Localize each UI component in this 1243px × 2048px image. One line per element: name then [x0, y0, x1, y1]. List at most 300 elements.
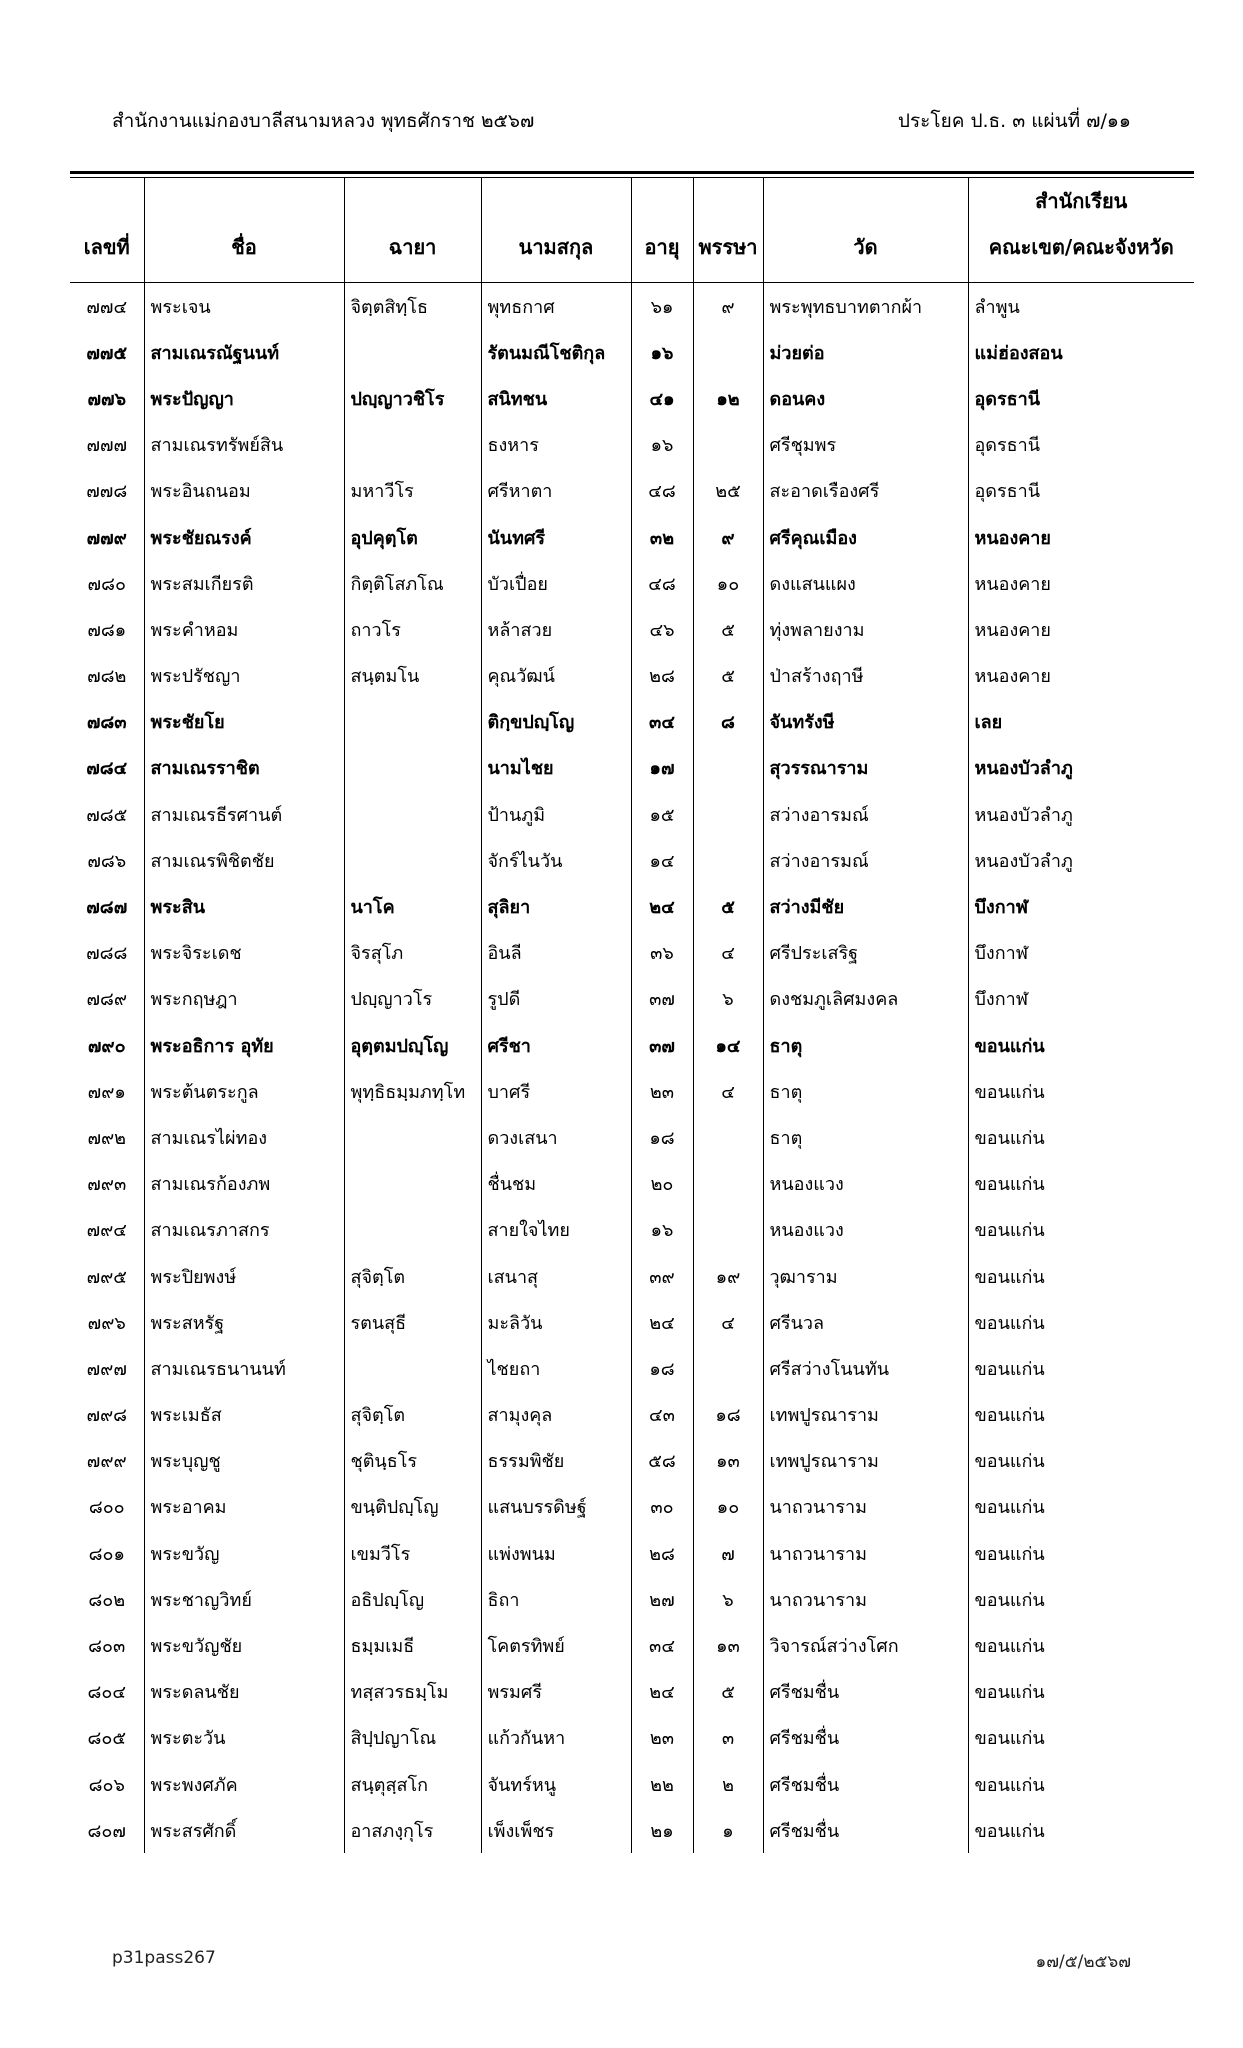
cell-alias: ชุตินฺธโร — [344, 1438, 481, 1484]
cell-age: ๒๘ — [631, 1530, 693, 1576]
table-row — [70, 699, 1194, 745]
table-row — [70, 329, 1194, 375]
column-header-school — [968, 178, 1194, 283]
cell-no: ๗๘๕ — [86, 804, 128, 826]
cell-school: เลย — [968, 699, 1194, 745]
cell-age: ๒๓ — [631, 1715, 693, 1761]
cell-alias: ปญฺญาวโร — [344, 976, 481, 1022]
cell-years: ๓ — [693, 1715, 763, 1761]
cell-temple: สว่างอารมณ์ — [763, 837, 968, 883]
cell-alias: จิรสุโภ — [344, 930, 481, 976]
column-header-age: อายุ — [631, 178, 693, 283]
cell-years: ๗ — [693, 1530, 763, 1576]
table-body — [70, 283, 1194, 1854]
cell-age: ๑๘ — [631, 1114, 693, 1160]
header-rule-thick — [70, 171, 1194, 174]
cell-name: พระสิน — [144, 883, 344, 929]
cell-school: ขอนแก่น — [968, 1530, 1194, 1576]
cell-alias: อธิปญฺโญ — [344, 1576, 481, 1622]
cell-name: พระบุญชู — [144, 1438, 344, 1484]
cell-no: ๗๙๒ — [87, 1127, 127, 1149]
header-office-title: สำนักงานแม่กองบาลีสนามหลวง พุทธศักราช ๒๕๖๗ — [112, 110, 535, 132]
cell-no: ๗๗๘ — [86, 481, 128, 503]
cell-alias: ทสฺสวรธมฺโม — [344, 1669, 481, 1715]
cell-temple: เทพปูรณาราม — [763, 1392, 968, 1438]
cell-surname: ธรรมพิชัย — [481, 1438, 631, 1484]
cell-no: ๗๘๑ — [87, 619, 127, 641]
cell-no: ๗๙๖ — [87, 1312, 126, 1334]
cell-years: ๖ — [693, 1576, 763, 1622]
cell-school: หนองคาย — [968, 653, 1194, 699]
cell-years — [693, 837, 763, 883]
table-row — [70, 837, 1194, 883]
cell-school: บึงกาฬ — [968, 930, 1194, 976]
cell-name: พระสหรัฐ — [144, 1299, 344, 1345]
cell-name: พระเมธัส — [144, 1392, 344, 1438]
cell-alias — [344, 791, 481, 837]
cell-years: ๕ — [693, 653, 763, 699]
table-row — [70, 1484, 1194, 1530]
cell-no: ๘๐๗ — [87, 1820, 126, 1842]
cell-temple: นาถวนาราม — [763, 1530, 968, 1576]
cell-years — [693, 1207, 763, 1253]
cell-age: ๓๖ — [631, 930, 693, 976]
cell-years: ๑๐ — [693, 1484, 763, 1530]
cell-age: ๒๘ — [631, 653, 693, 699]
cell-no: ๘๐๖ — [88, 1774, 125, 1796]
cell-no: ๘๐๓ — [88, 1636, 126, 1658]
cell-no: ๘๐๐ — [88, 1497, 125, 1519]
cell-school: ขอนแก่น — [968, 1484, 1194, 1530]
cell-temple: นาถวนาราม — [763, 1576, 968, 1622]
cell-alias: ขนฺติปญฺโญ — [344, 1484, 481, 1530]
column-header-school-line2: คณะเขต/คณะจังหวัด — [988, 235, 1174, 259]
column-header-school-line1: สำนักเรียน — [1035, 189, 1128, 213]
cell-temple: สะอาดเรืองศรี — [763, 468, 968, 514]
table-row — [70, 1161, 1194, 1207]
footer-date: ๑๗/๕/๒๕๖๗ — [1035, 1952, 1131, 1972]
cell-years: ๑๙ — [693, 1253, 763, 1299]
cell-alias: อาสภงฺกุโร — [344, 1807, 481, 1853]
cell-years: ๑๐ — [693, 560, 763, 606]
cell-years: ๑๓ — [693, 1622, 763, 1668]
cell-no: ๗๘๘ — [86, 943, 128, 965]
table-row — [70, 1253, 1194, 1299]
cell-name: สามเณรธีรศานต์ — [144, 791, 344, 837]
cell-surname: ติกฺขปญฺโญ — [481, 699, 631, 745]
cell-age: ๓๒ — [631, 514, 693, 560]
table-row — [70, 791, 1194, 837]
cell-surname: นามไชย — [481, 745, 631, 791]
cell-school: หนองบัวลำภู — [968, 791, 1194, 837]
cell-surname: จันทร์หนู — [481, 1761, 631, 1807]
table-row — [70, 1438, 1194, 1484]
table-row — [70, 1207, 1194, 1253]
cell-school: หนองบัวลำภู — [968, 745, 1194, 791]
cell-surname: สนิทชน — [481, 375, 631, 421]
cell-alias — [344, 1207, 481, 1253]
cell-surname: รูปดี — [481, 976, 631, 1022]
cell-no: ๗๙๗ — [86, 1358, 127, 1380]
cell-surname: ธิถา — [481, 1576, 631, 1622]
cell-name: พระสรศักดิ์ — [144, 1807, 344, 1853]
table-row — [70, 1530, 1194, 1576]
cell-age: ๒๐ — [631, 1161, 693, 1207]
cell-temple: วิจารณ์สว่างโศก — [763, 1622, 968, 1668]
table-row — [70, 883, 1194, 929]
cell-years — [693, 791, 763, 837]
cell-no: ๘๐๒ — [88, 1589, 126, 1611]
cell-age: ๔๖ — [631, 606, 693, 652]
cell-surname: ศรีชา — [481, 1022, 631, 1068]
cell-name: พระชัยณรงค์ — [144, 514, 344, 560]
cell-age: ๕๘ — [631, 1438, 693, 1484]
table-row — [70, 1669, 1194, 1715]
cell-temple: ป่าสร้างฤาษี — [763, 653, 968, 699]
cell-no: ๘๐๑ — [88, 1543, 125, 1565]
cell-no: ๗๘๙ — [86, 989, 128, 1011]
table-row — [70, 560, 1194, 606]
cell-name: พระปรัชญา — [144, 653, 344, 699]
cell-no: ๗๗๙ — [86, 527, 127, 549]
cell-school: ขอนแก่น — [968, 1114, 1194, 1160]
cell-alias: นาโค — [344, 883, 481, 929]
cell-surname: บาศรี — [481, 1068, 631, 1114]
table-row — [70, 1715, 1194, 1761]
cell-surname: โคตรทิพย์ — [481, 1622, 631, 1668]
cell-surname: บัวเปื่อย — [481, 560, 631, 606]
cell-alias: สนฺตุสฺสโก — [344, 1761, 481, 1807]
cell-years: ๒๕ — [693, 468, 763, 514]
cell-no: ๗๙๘ — [86, 1405, 128, 1427]
cell-years: ๑๔ — [693, 1022, 763, 1068]
table-row — [70, 283, 1194, 330]
table-row — [70, 468, 1194, 514]
cell-alias — [344, 422, 481, 468]
cell-temple: ศรีชมชื่น — [763, 1761, 968, 1807]
table-row — [70, 653, 1194, 699]
cell-name: พระชัยโย — [144, 699, 344, 745]
cell-temple: สว่างอารมณ์ — [763, 791, 968, 837]
cell-temple: ศรีนวล — [763, 1299, 968, 1345]
column-header-temple: วัด — [763, 178, 968, 283]
cell-surname: ธงหาร — [481, 422, 631, 468]
table-row — [70, 976, 1194, 1022]
cell-surname: เพ็งเพ็ชร — [481, 1807, 631, 1853]
cell-alias — [344, 745, 481, 791]
cell-no: ๗๙๙ — [86, 1451, 127, 1473]
cell-surname: มะลิวัน — [481, 1299, 631, 1345]
cell-name: พระอธิการ อุทัย — [144, 1022, 344, 1068]
cell-school: ขอนแก่น — [968, 1392, 1194, 1438]
cell-temple: หนองแวง — [763, 1207, 968, 1253]
cell-alias: อุปคุตฺโต — [344, 514, 481, 560]
cell-years: ๔ — [693, 1068, 763, 1114]
cell-age: ๓๔ — [631, 1622, 693, 1668]
table-row — [70, 1392, 1194, 1438]
cell-age: ๑๖ — [631, 422, 693, 468]
cell-surname: แพ่งพนม — [481, 1530, 631, 1576]
cell-name: พระอาคม — [144, 1484, 344, 1530]
cell-years — [693, 1161, 763, 1207]
cell-age: ๒๗ — [631, 1576, 693, 1622]
cell-years: ๑๘ — [693, 1392, 763, 1438]
cell-name: สามเณรภาสกร — [144, 1207, 344, 1253]
column-header-no: เลขที่ — [70, 178, 144, 283]
cell-surname: คุณวัฒน์ — [481, 653, 631, 699]
cell-age: ๔๑ — [631, 375, 693, 421]
header-sheet-info: ประโยค ป.ธ. ๓ แผ่นที่ ๗/๑๑ — [897, 110, 1131, 132]
cell-age: ๑๘ — [631, 1345, 693, 1391]
cell-age: ๓๙ — [631, 1253, 693, 1299]
cell-temple: ดงชมภูเลิศมงคล — [763, 976, 968, 1022]
cell-alias: อุตฺตมปญฺโญ — [344, 1022, 481, 1068]
cell-no: ๗๘๐ — [87, 573, 126, 595]
cell-age: ๑๕ — [631, 791, 693, 837]
cell-alias: มหาวีโร — [344, 468, 481, 514]
cell-temple: จันทรังษี — [763, 699, 968, 745]
cell-age: ๑๔ — [631, 837, 693, 883]
table-row — [70, 1345, 1194, 1391]
cell-surname: สุลิยา — [481, 883, 631, 929]
cell-temple: ศรีชมชื่น — [763, 1669, 968, 1715]
cell-school: หนองคาย — [968, 560, 1194, 606]
cell-alias: กิตฺติโสภโณ — [344, 560, 481, 606]
cell-alias: ถาวโร — [344, 606, 481, 652]
cell-school: แม่ฮ่องสอน — [968, 329, 1194, 375]
cell-no: ๗๘๖ — [87, 850, 127, 872]
cell-age: ๒๒ — [631, 1761, 693, 1807]
cell-name: พระขวัญชัย — [144, 1622, 344, 1668]
cell-school: หนองคาย — [968, 514, 1194, 560]
cell-school: ขอนแก่น — [968, 1576, 1194, 1622]
cell-years — [693, 329, 763, 375]
cell-school: ขอนแก่น — [968, 1345, 1194, 1391]
cell-school: หนองคาย — [968, 606, 1194, 652]
cell-temple: สว่างมีชัย — [763, 883, 968, 929]
cell-school: ขอนแก่น — [968, 1807, 1194, 1853]
cell-name: สามเณรก้องภพ — [144, 1161, 344, 1207]
cell-no: ๗๗๔ — [86, 296, 128, 318]
column-header-surname: นามสกุล — [481, 178, 631, 283]
table-row — [70, 1114, 1194, 1160]
cell-surname: แก้วกันหา — [481, 1715, 631, 1761]
cell-surname: พรมศรี — [481, 1669, 631, 1715]
cell-years — [693, 1345, 763, 1391]
cell-surname: ศรีหาตา — [481, 468, 631, 514]
cell-alias: รตนสุธี — [344, 1299, 481, 1345]
cell-temple: นาถวนาราม — [763, 1484, 968, 1530]
cell-surname: ดวงเสนา — [481, 1114, 631, 1160]
cell-temple: ธาตุ — [763, 1068, 968, 1114]
cell-school: บึงกาฬ — [968, 883, 1194, 929]
table-row — [70, 1022, 1194, 1068]
cell-surname: สามุงคุล — [481, 1392, 631, 1438]
cell-age: ๔๓ — [631, 1392, 693, 1438]
cell-years: ๔ — [693, 1299, 763, 1345]
cell-age: ๖๑ — [631, 283, 693, 330]
cell-name: สามเณรธนานนท์ — [144, 1345, 344, 1391]
cell-age: ๑๖ — [631, 1207, 693, 1253]
cell-years: ๕ — [693, 1669, 763, 1715]
cell-temple: ม่วยต่อ — [763, 329, 968, 375]
cell-school: ขอนแก่น — [968, 1622, 1194, 1668]
cell-school: ขอนแก่น — [968, 1253, 1194, 1299]
cell-age: ๒๔ — [631, 1669, 693, 1715]
cell-age: ๓๗ — [631, 976, 693, 1022]
cell-surname: รัตนมณีโชติกุล — [481, 329, 631, 375]
cell-name: พระดลนชัย — [144, 1669, 344, 1715]
cell-temple: ศรีสว่างโนนทัน — [763, 1345, 968, 1391]
cell-no: ๗๘๔ — [86, 758, 128, 780]
cell-name: พระชาญวิทย์ — [144, 1576, 344, 1622]
cell-surname: ชื่นชม — [481, 1161, 631, 1207]
cell-age: ๔๘ — [631, 468, 693, 514]
cell-temple: ศรีชมชื่น — [763, 1715, 968, 1761]
cell-age: ๒๓ — [631, 1068, 693, 1114]
cell-alias — [344, 1161, 481, 1207]
table-row — [70, 514, 1194, 560]
table-row — [70, 1068, 1194, 1114]
cell-alias — [344, 699, 481, 745]
cell-school: ขอนแก่น — [968, 1438, 1194, 1484]
cell-age: ๓๔ — [631, 699, 693, 745]
cell-name: สามเณรทรัพย์สิน — [144, 422, 344, 468]
cell-temple: วุฒาราม — [763, 1253, 968, 1299]
table-header-row — [70, 178, 1194, 283]
cell-age: ๓๐ — [631, 1484, 693, 1530]
cell-school: ขอนแก่น — [968, 1207, 1194, 1253]
results-table — [70, 178, 1194, 1853]
cell-name: พระอินถนอม — [144, 468, 344, 514]
table-row — [70, 422, 1194, 468]
table-row — [70, 1807, 1194, 1853]
cell-alias: พุทฺธิธมฺมภทฺโท — [344, 1068, 481, 1114]
cell-no: ๗๗๕ — [86, 342, 128, 364]
cell-school: ขอนแก่น — [968, 1068, 1194, 1114]
table-row — [70, 1299, 1194, 1345]
cell-alias — [344, 1345, 481, 1391]
table-row — [70, 745, 1194, 791]
cell-alias — [344, 1114, 481, 1160]
cell-alias: จิตฺตสิทฺโธ — [344, 283, 481, 330]
cell-no: ๗๙๔ — [86, 1220, 127, 1242]
cell-years: ๘ — [693, 699, 763, 745]
cell-years: ๔ — [693, 930, 763, 976]
cell-alias: สุจิตฺโต — [344, 1253, 481, 1299]
cell-years: ๑๓ — [693, 1438, 763, 1484]
cell-school: ขอนแก่น — [968, 1761, 1194, 1807]
cell-alias: สนฺตมโน — [344, 653, 481, 699]
cell-years: ๙ — [693, 514, 763, 560]
cell-school: ขอนแก่น — [968, 1299, 1194, 1345]
cell-alias — [344, 837, 481, 883]
table-row — [70, 375, 1194, 421]
cell-surname: จักร์ไนวัน — [481, 837, 631, 883]
cell-temple: ศรีชุมพร — [763, 422, 968, 468]
cell-no: ๗๙๓ — [87, 1174, 127, 1196]
cell-age: ๒๑ — [631, 1807, 693, 1853]
cell-age: ๔๘ — [631, 560, 693, 606]
cell-temple: ทุ่งพลายงาม — [763, 606, 968, 652]
cell-no: ๘๐๕ — [87, 1728, 126, 1750]
cell-years — [693, 745, 763, 791]
cell-age: ๒๔ — [631, 883, 693, 929]
cell-no: ๗๙๕ — [86, 1266, 127, 1288]
cell-alias: สิปฺปญาโณ — [344, 1715, 481, 1761]
cell-years: ๕ — [693, 606, 763, 652]
cell-surname: ไชยถา — [481, 1345, 631, 1391]
cell-alias: สุจิตฺโต — [344, 1392, 481, 1438]
cell-name: พระปัญญา — [144, 375, 344, 421]
cell-temple: ศรีคุณเมือง — [763, 514, 968, 560]
cell-name: พระกฤษฎา — [144, 976, 344, 1022]
column-header-years: พรรษา — [693, 178, 763, 283]
cell-name: สามเณรพิชิตชัย — [144, 837, 344, 883]
footer-code: p31pass267 — [112, 1948, 216, 1968]
cell-temple: ธาตุ — [763, 1114, 968, 1160]
cell-surname: หล้าสวย — [481, 606, 631, 652]
cell-no: ๗๘๗ — [86, 897, 128, 919]
cell-temple: ศรีประเสริฐ — [763, 930, 968, 976]
cell-temple: เทพปูรณาราม — [763, 1438, 968, 1484]
cell-no: ๗๘๓ — [86, 712, 127, 734]
table-row — [70, 1761, 1194, 1807]
cell-temple: พระพุทธบาทตากผ้า — [763, 283, 968, 330]
cell-school: อุดรธานี — [968, 468, 1194, 514]
cell-name: สามเณรณัฐนนท์ — [144, 329, 344, 375]
cell-years: ๒ — [693, 1761, 763, 1807]
cell-no: ๗๙๑ — [87, 1081, 126, 1103]
cell-school: อุดรธานี — [968, 375, 1194, 421]
cell-temple: ดงแสนแผง — [763, 560, 968, 606]
table-row — [70, 1622, 1194, 1668]
cell-surname: สายใจไทย — [481, 1207, 631, 1253]
cell-name: พระขวัญ — [144, 1530, 344, 1576]
cell-surname: นันทศรี — [481, 514, 631, 560]
cell-alias: ธมฺมเมธี — [344, 1622, 481, 1668]
cell-years — [693, 422, 763, 468]
cell-school: ขอนแก่น — [968, 1161, 1194, 1207]
cell-school: ขอนแก่น — [968, 1715, 1194, 1761]
cell-years: ๑ — [693, 1807, 763, 1853]
cell-age: ๑๗ — [631, 745, 693, 791]
cell-years: ๑๒ — [693, 375, 763, 421]
cell-school: อุดรธานี — [968, 422, 1194, 468]
cell-school: ขอนแก่น — [968, 1022, 1194, 1068]
cell-no: ๗๙๐ — [87, 1035, 126, 1057]
cell-name: พระพงศภัค — [144, 1761, 344, 1807]
cell-school: หนองบัวลำภู — [968, 837, 1194, 883]
cell-name: สามเณรไผ่ทอง — [144, 1114, 344, 1160]
cell-no: ๘๐๔ — [87, 1682, 126, 1704]
cell-surname: เสนาสุ — [481, 1253, 631, 1299]
cell-school: บึงกาฬ — [968, 976, 1194, 1022]
cell-surname: ป้านภูมิ — [481, 791, 631, 837]
column-header-name: ชื่อ — [144, 178, 344, 283]
table-row — [70, 1576, 1194, 1622]
cell-years — [693, 1114, 763, 1160]
cell-age: ๓๗ — [631, 1022, 693, 1068]
cell-name: พระปิยพงษ์ — [144, 1253, 344, 1299]
cell-years: ๖ — [693, 976, 763, 1022]
cell-temple: สุวรรณาราม — [763, 745, 968, 791]
cell-name: พระต้นตระกูล — [144, 1068, 344, 1114]
cell-name: พระเจน — [144, 283, 344, 330]
cell-temple: หนองแวง — [763, 1161, 968, 1207]
cell-name: พระจิระเดช — [144, 930, 344, 976]
cell-age: ๒๔ — [631, 1299, 693, 1345]
